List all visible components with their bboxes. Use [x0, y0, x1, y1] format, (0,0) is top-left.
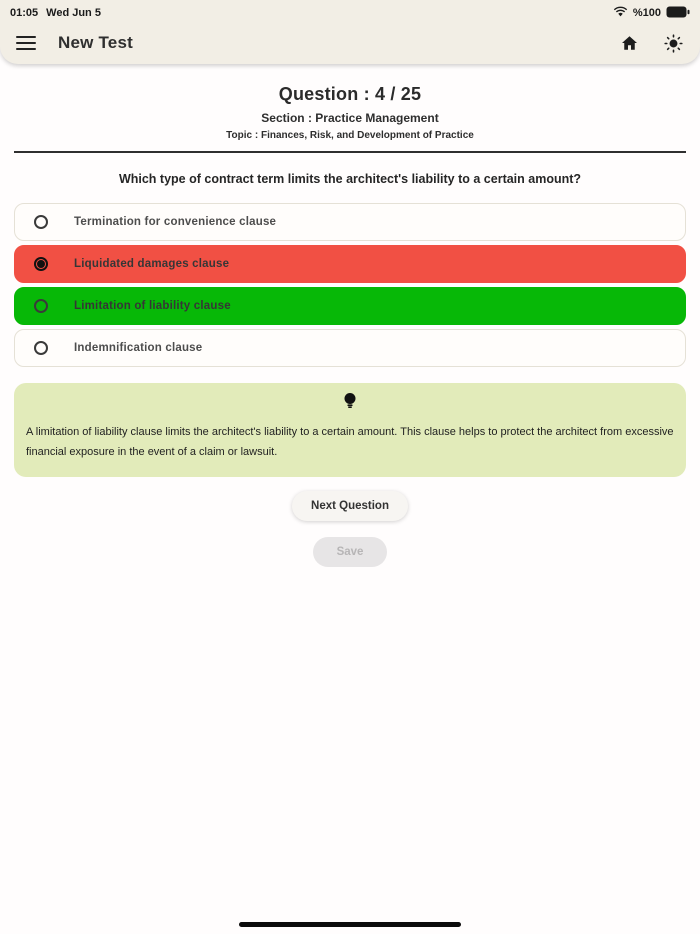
- answer-option[interactable]: [14, 329, 686, 367]
- answer-option-label: Indemnification clause: [74, 342, 203, 354]
- answer-options: [14, 203, 686, 367]
- battery-icon: [666, 6, 690, 21]
- date: Wed Jun 5: [46, 7, 101, 19]
- radio-icon[interactable]: [34, 299, 48, 313]
- top-chrome: [0, 0, 700, 64]
- answer-option-label: Liquidated damages clause: [74, 258, 230, 270]
- answer-option[interactable]: [14, 287, 686, 325]
- divider: [14, 151, 686, 153]
- home-indicator[interactable]: [239, 922, 461, 927]
- question-text: Which type of contract term limits the architect's liability to a certain amount?: [118, 172, 582, 186]
- radio-icon[interactable]: [34, 215, 48, 229]
- brightness-icon[interactable]: [662, 32, 684, 54]
- question-section: Section : Practice Management: [261, 111, 439, 125]
- answer-option[interactable]: [14, 245, 686, 283]
- question-topic: Topic : Finances, Risk, and Development of Practice: [226, 130, 474, 141]
- status-bar: [0, 0, 700, 22]
- radio-icon[interactable]: [34, 341, 48, 355]
- radio-selected-icon[interactable]: [34, 257, 48, 271]
- explanation-box: [14, 383, 686, 477]
- question-counter: Question : 4 / 25: [278, 84, 422, 104]
- home-icon[interactable]: [618, 32, 640, 54]
- battery-percentage: %100: [632, 7, 661, 19]
- question-header: [0, 64, 700, 141]
- clock: 01:05: [10, 7, 39, 19]
- lightbulb-icon: [342, 392, 358, 415]
- answer-option-label: Limitation of liability clause: [74, 300, 231, 312]
- save-button[interactable]: Save: [313, 537, 388, 567]
- answer-option-label: Termination for convenience clause: [74, 216, 277, 228]
- menu-icon[interactable]: [16, 32, 36, 54]
- explanation-text: A limitation of liability clause limits the architect's liability to a certain amount. This clause helps to protect the architect from excessive financial exposure in the event of a claim or lawsuit.: [26, 426, 674, 459]
- app-bar: [0, 22, 700, 64]
- page-title: New Test: [58, 33, 133, 52]
- answer-option[interactable]: [14, 203, 686, 241]
- wifi-icon: [613, 6, 628, 21]
- next-question-button[interactable]: Next Question: [292, 491, 408, 521]
